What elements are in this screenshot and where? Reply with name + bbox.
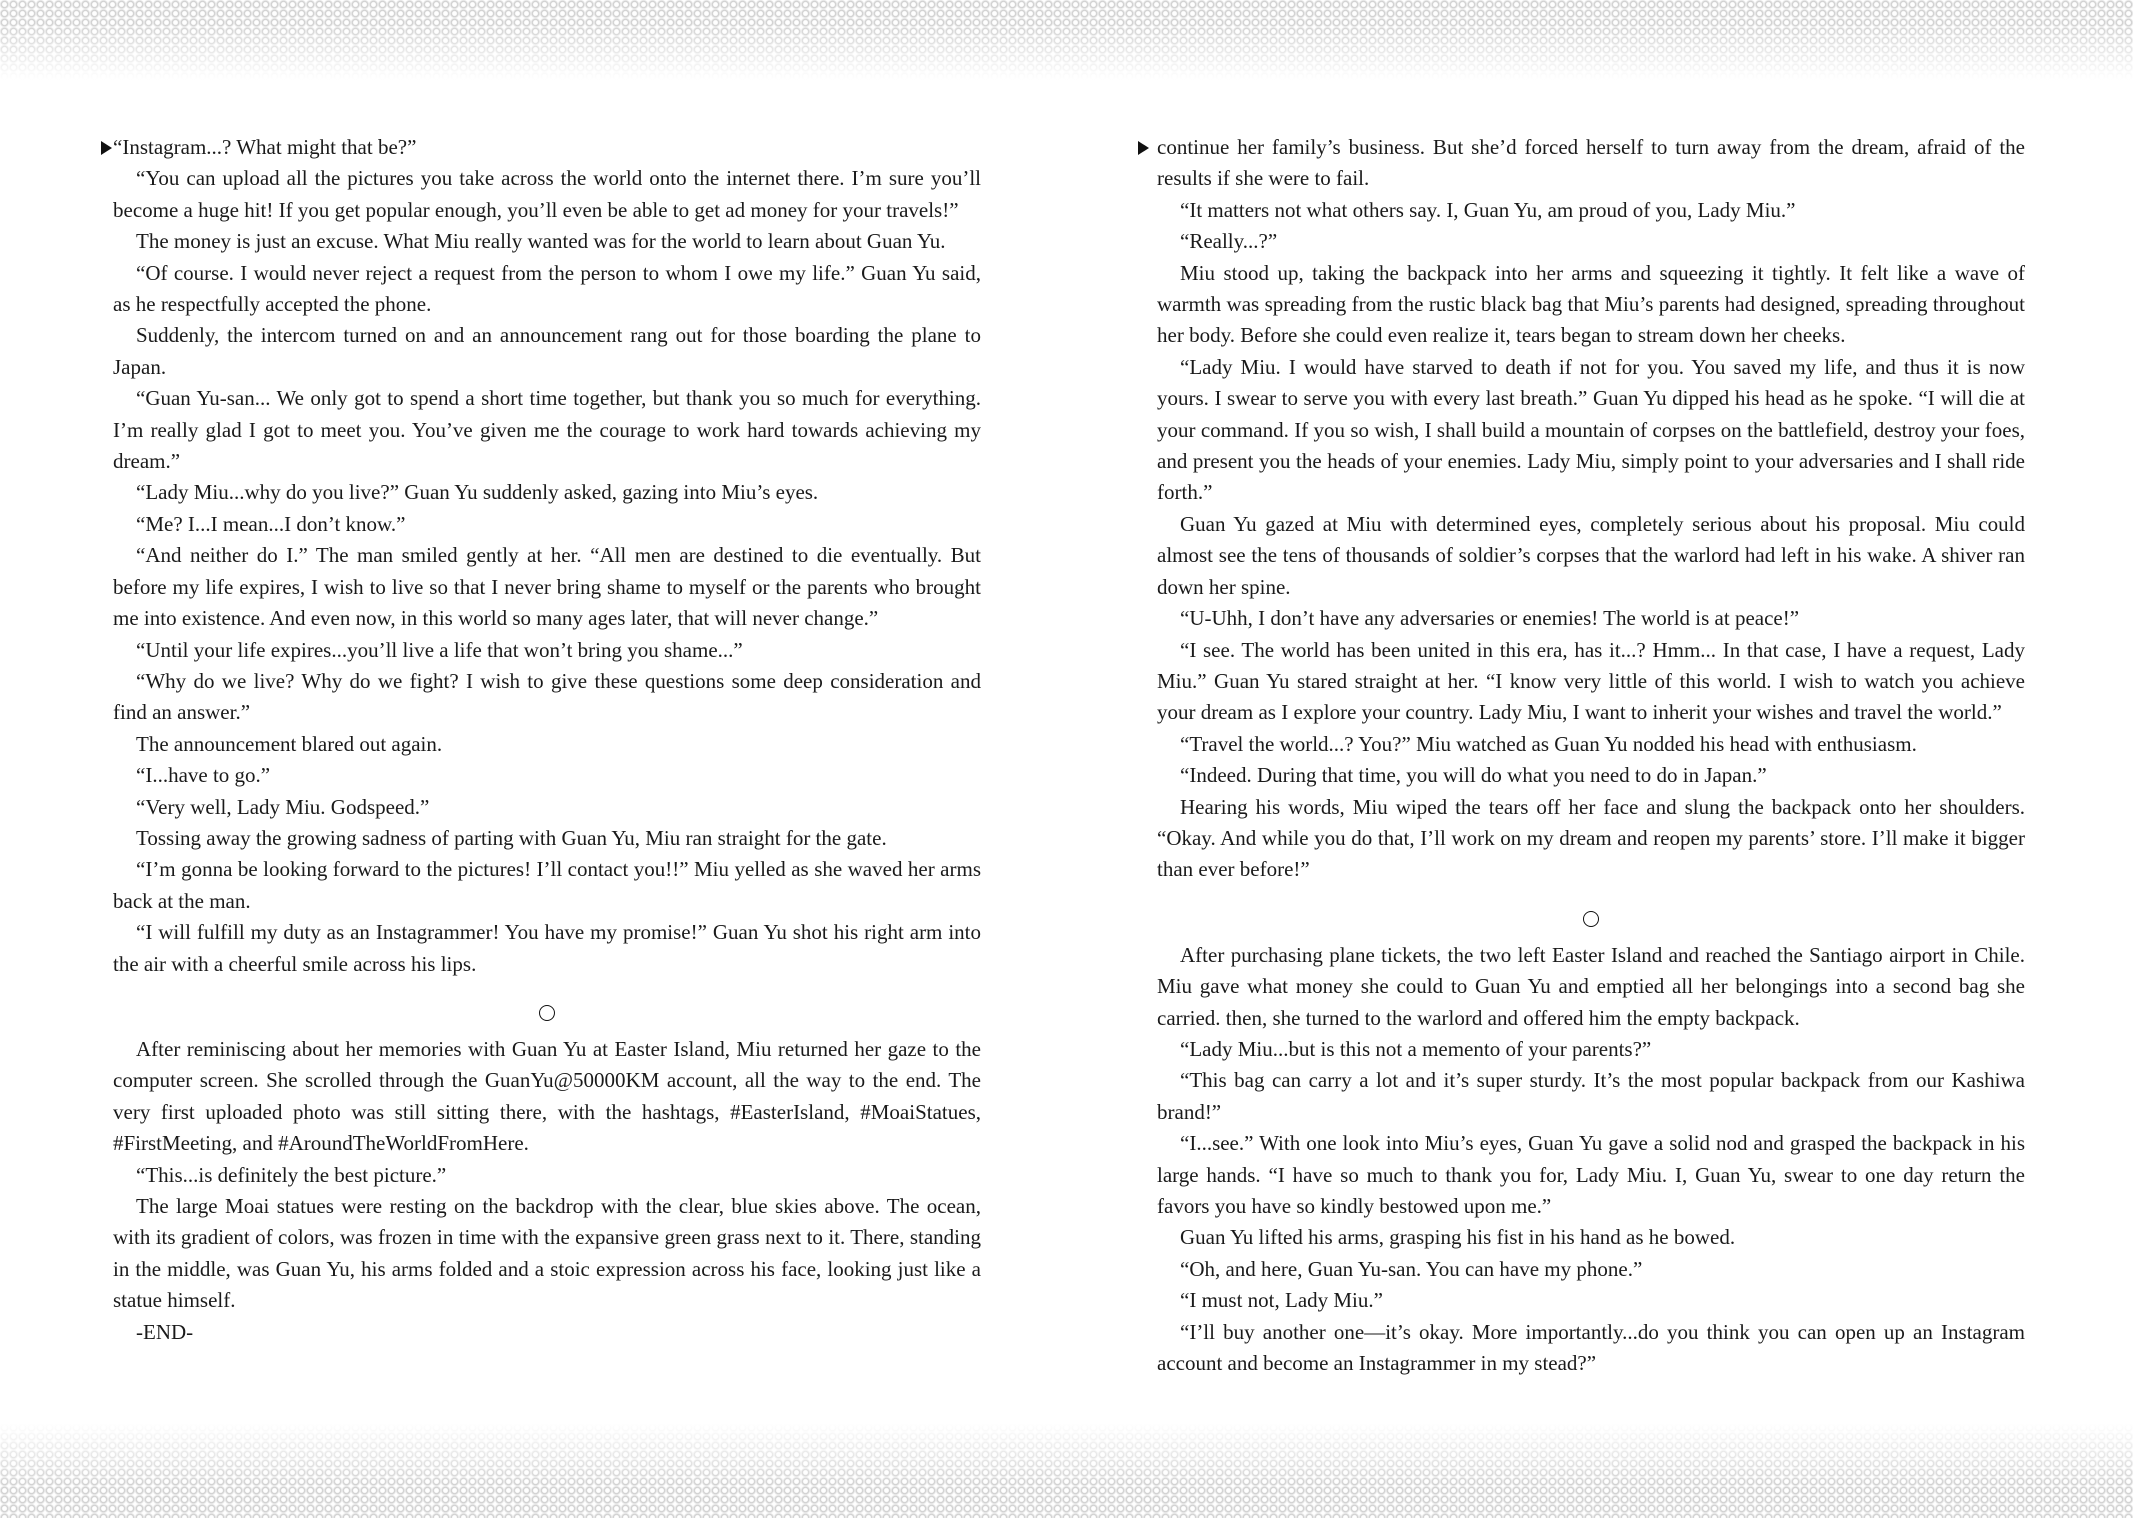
- paragraph: “U-Uhh, I don’t have any adversaries or enemies! The world is at peace!”: [1180, 606, 1800, 631]
- paragraph: “You can upload all the pictures you take across the world onto the internet there. I’m sure you’ll become a huge hit! If you get popular enough, you’ll even be able to get ad money for your travels!”: [113, 166, 981, 222]
- paragraph: Suddenly, the intercom turned on and an announcement rang out for those boarding the plane to Japan.: [113, 323, 981, 379]
- paragraph: “Until your life expires...you’ll live a life that won’t bring you shame...”: [136, 637, 743, 662]
- paragraph: “Really...?”: [1180, 229, 1278, 254]
- paragraph: “Of course. I would never reject a request from the person to whom I owe my life.” Guan Yu said, as he respectfully accepted the phone.: [113, 260, 981, 317]
- paragraph: The large Moai statues were resting on the backdrop with the clear, blue skies above. The ocean, with its gradient of colors, was frozen in time with the expansive green grass next to it. There, standing in the middle, was Guan Yu, his arms folded and a stoic expression across his face, looking just like a statue himself.: [113, 1194, 981, 1313]
- paragraph: “I...see.” With one look into Miu’s eyes, Guan Yu gave a solid nod and grasped the backpack in his large hands. “I have so much to thank you for, Lady Miu. I, Guan Yu, swear to one day return the favors you have so kindly bestowed upon me.”: [1157, 1131, 2025, 1218]
- left-section-b: [113, 1034, 981, 1317]
- right-page-marker-icon: [1138, 141, 1149, 155]
- paragraph: “Me? I...I mean...I don’t know.”: [136, 511, 406, 536]
- paragraph: “I...have to go.”: [136, 763, 271, 788]
- paragraph: Miu stood up, taking the backpack into her arms and squeezing it tightly. It felt like a wave of warmth was spreading from the rustic black bag that Miu’s parents had designed, spreading throughout her body. Before she could even realize it, tears began to stream down her cheeks.: [1157, 260, 2025, 348]
- paragraph: continue her family’s business. But she’d forced herself to turn away from the dream, afraid of the results if she were to fail.: [1157, 135, 2025, 191]
- paragraph: Guan Yu lifted his arms, grasping his fist in his hand as he bowed.: [1180, 1225, 1736, 1250]
- paragraph: “Indeed. During that time, you will do what you need to do in Japan.”: [1180, 763, 1767, 788]
- right-section-a: [1157, 132, 2025, 886]
- paragraph: Guan Yu gazed at Miu with determined eyes, completely serious about his proposal. Miu could almost see the tens of thousands of soldier’s corpses that the warlord had left in his wake. A shiver ran down her spine.: [1157, 511, 2025, 599]
- paragraph: The announcement blared out again.: [136, 731, 443, 756]
- paragraph: “This...is definitely the best picture.”: [136, 1162, 447, 1187]
- left-page: [113, 132, 981, 1348]
- paragraph: After purchasing plane tickets, the two left Easter Island and reached the Santiago airport in Chile. Miu gave what money she could to Guan Yu and emptied all her belongings into a second bag she carried. then, she turned to the warlord and offered him the empty backpack.: [1157, 942, 2025, 1030]
- paragraph: “And neither do I.” The man smiled gently at her. “All men are destined to die eventually. But before my life expires, I wish to live so that I never bring shame to myself or the parents who brought me into existence. And even now, in this world so many ages later, that will never change.”: [113, 543, 981, 631]
- section-break-circle-icon: [1157, 886, 2025, 940]
- paragraph: “Guan Yu-san... We only got to spend a short time together, but thank you so much for everything. I’m really glad I got to meet you. You’ve given me the courage to work hard towards achieving my dream.”: [113, 386, 981, 474]
- left-page-marker-icon: [101, 141, 112, 155]
- paragraph: “I’m gonna be looking forward to the pictures! I’ll contact you!!” Miu yelled as she waved her arms back at the man.: [113, 857, 981, 913]
- paragraph: “Lady Miu. I would have starved to death if not for you. You saved my life, and thus it is now yours. I swear to serve you with every last breath.” Guan Yu dipped his head as he spoke. “I will die at your command. If you so wish, I shall build a mountain of corpses on the battlefield, destroy your foes, and present you the heads of your enemies. Lady Miu, simply point to your adversaries and I shall ride forth.”: [1157, 354, 2025, 505]
- paragraph: “Lady Miu...but is this not a memento of your parents?”: [1180, 1036, 1652, 1061]
- right-section-b: [1157, 940, 2025, 1380]
- paragraph: “Why do we live? Why do we fight? I wish to give these questions some deep consideration and find an answer.”: [113, 668, 981, 725]
- paragraph: “I will fulfill my duty as an Instagrammer! You have my promise!” Guan Yu shot his right arm into the air with a cheerful smile across his lips.: [113, 920, 981, 976]
- bottom-pattern-band: [0, 1423, 2133, 1518]
- paragraph: “Oh, and here, Guan Yu-san. You can have my phone.”: [1180, 1256, 1643, 1281]
- paragraph: “Lady Miu...why do you live?” Guan Yu suddenly asked, gazing into Miu’s eyes.: [136, 480, 819, 505]
- right-page: [1157, 132, 2025, 1379]
- paragraph: “It matters not what others say. I, Guan Yu, am proud of you, Lady Miu.”: [1180, 197, 1796, 222]
- paragraph: “I’ll buy another one—it’s okay. More importantly...do you think you can open up an Instagram account and become an Instagrammer in my stead?”: [1157, 1319, 2025, 1376]
- end-marker: -END-: [136, 1319, 194, 1344]
- paragraph: “Travel the world...? You?” Miu watched as Guan Yu nodded his head with enthusiasm.: [1180, 731, 1917, 756]
- paragraph: “Very well, Lady Miu. Godspeed.”: [136, 794, 430, 819]
- paragraph: Tossing away the growing sadness of parting with Guan Yu, Miu ran straight for the gate.: [136, 825, 887, 850]
- paragraph: “I must not, Lady Miu.”: [1180, 1288, 1383, 1313]
- left-section-a: [113, 132, 981, 980]
- section-break-circle-icon: [113, 980, 981, 1034]
- top-pattern-band: [0, 0, 2133, 80]
- paragraph: “I see. The world has been united in this era, has it...? Hmm... In that case, I have a request, Lady Miu.” Guan Yu stared straight at her. “I know very little of this world. I wish to watch you achieve your dream as I explore your country. Lady Miu, I want to inherit your wishes and travel the world.”: [1157, 637, 2025, 725]
- paragraph: After reminiscing about her memories with Guan Yu at Easter Island, Miu returned her gaze to the computer screen. She scrolled through the GuanYu@50000KM account, all the way to the end. The very first uploaded photo was still sitting there, with the hashtags, #EasterIsland, #MoaiStatues, #FirstMeeting, and #AroundTheWorldFromHere.: [113, 1036, 981, 1156]
- paragraph: Hearing his words, Miu wiped the tears off her face and slung the backpack onto her shoulders. “Okay. And while you do that, I’ll work on my dream and reopen my parents’ store. I’ll make it bigger than ever before!”: [1157, 794, 2025, 882]
- paragraph: “This bag can carry a lot and it’s super sturdy. It’s the most popular backpack from our Kashiwa brand!”: [1157, 1068, 2025, 1124]
- paragraph: “Instagram...? What might that be?”: [113, 135, 417, 159]
- paragraph: The money is just an excuse. What Miu really wanted was for the world to learn about Guan Yu.: [136, 229, 946, 254]
